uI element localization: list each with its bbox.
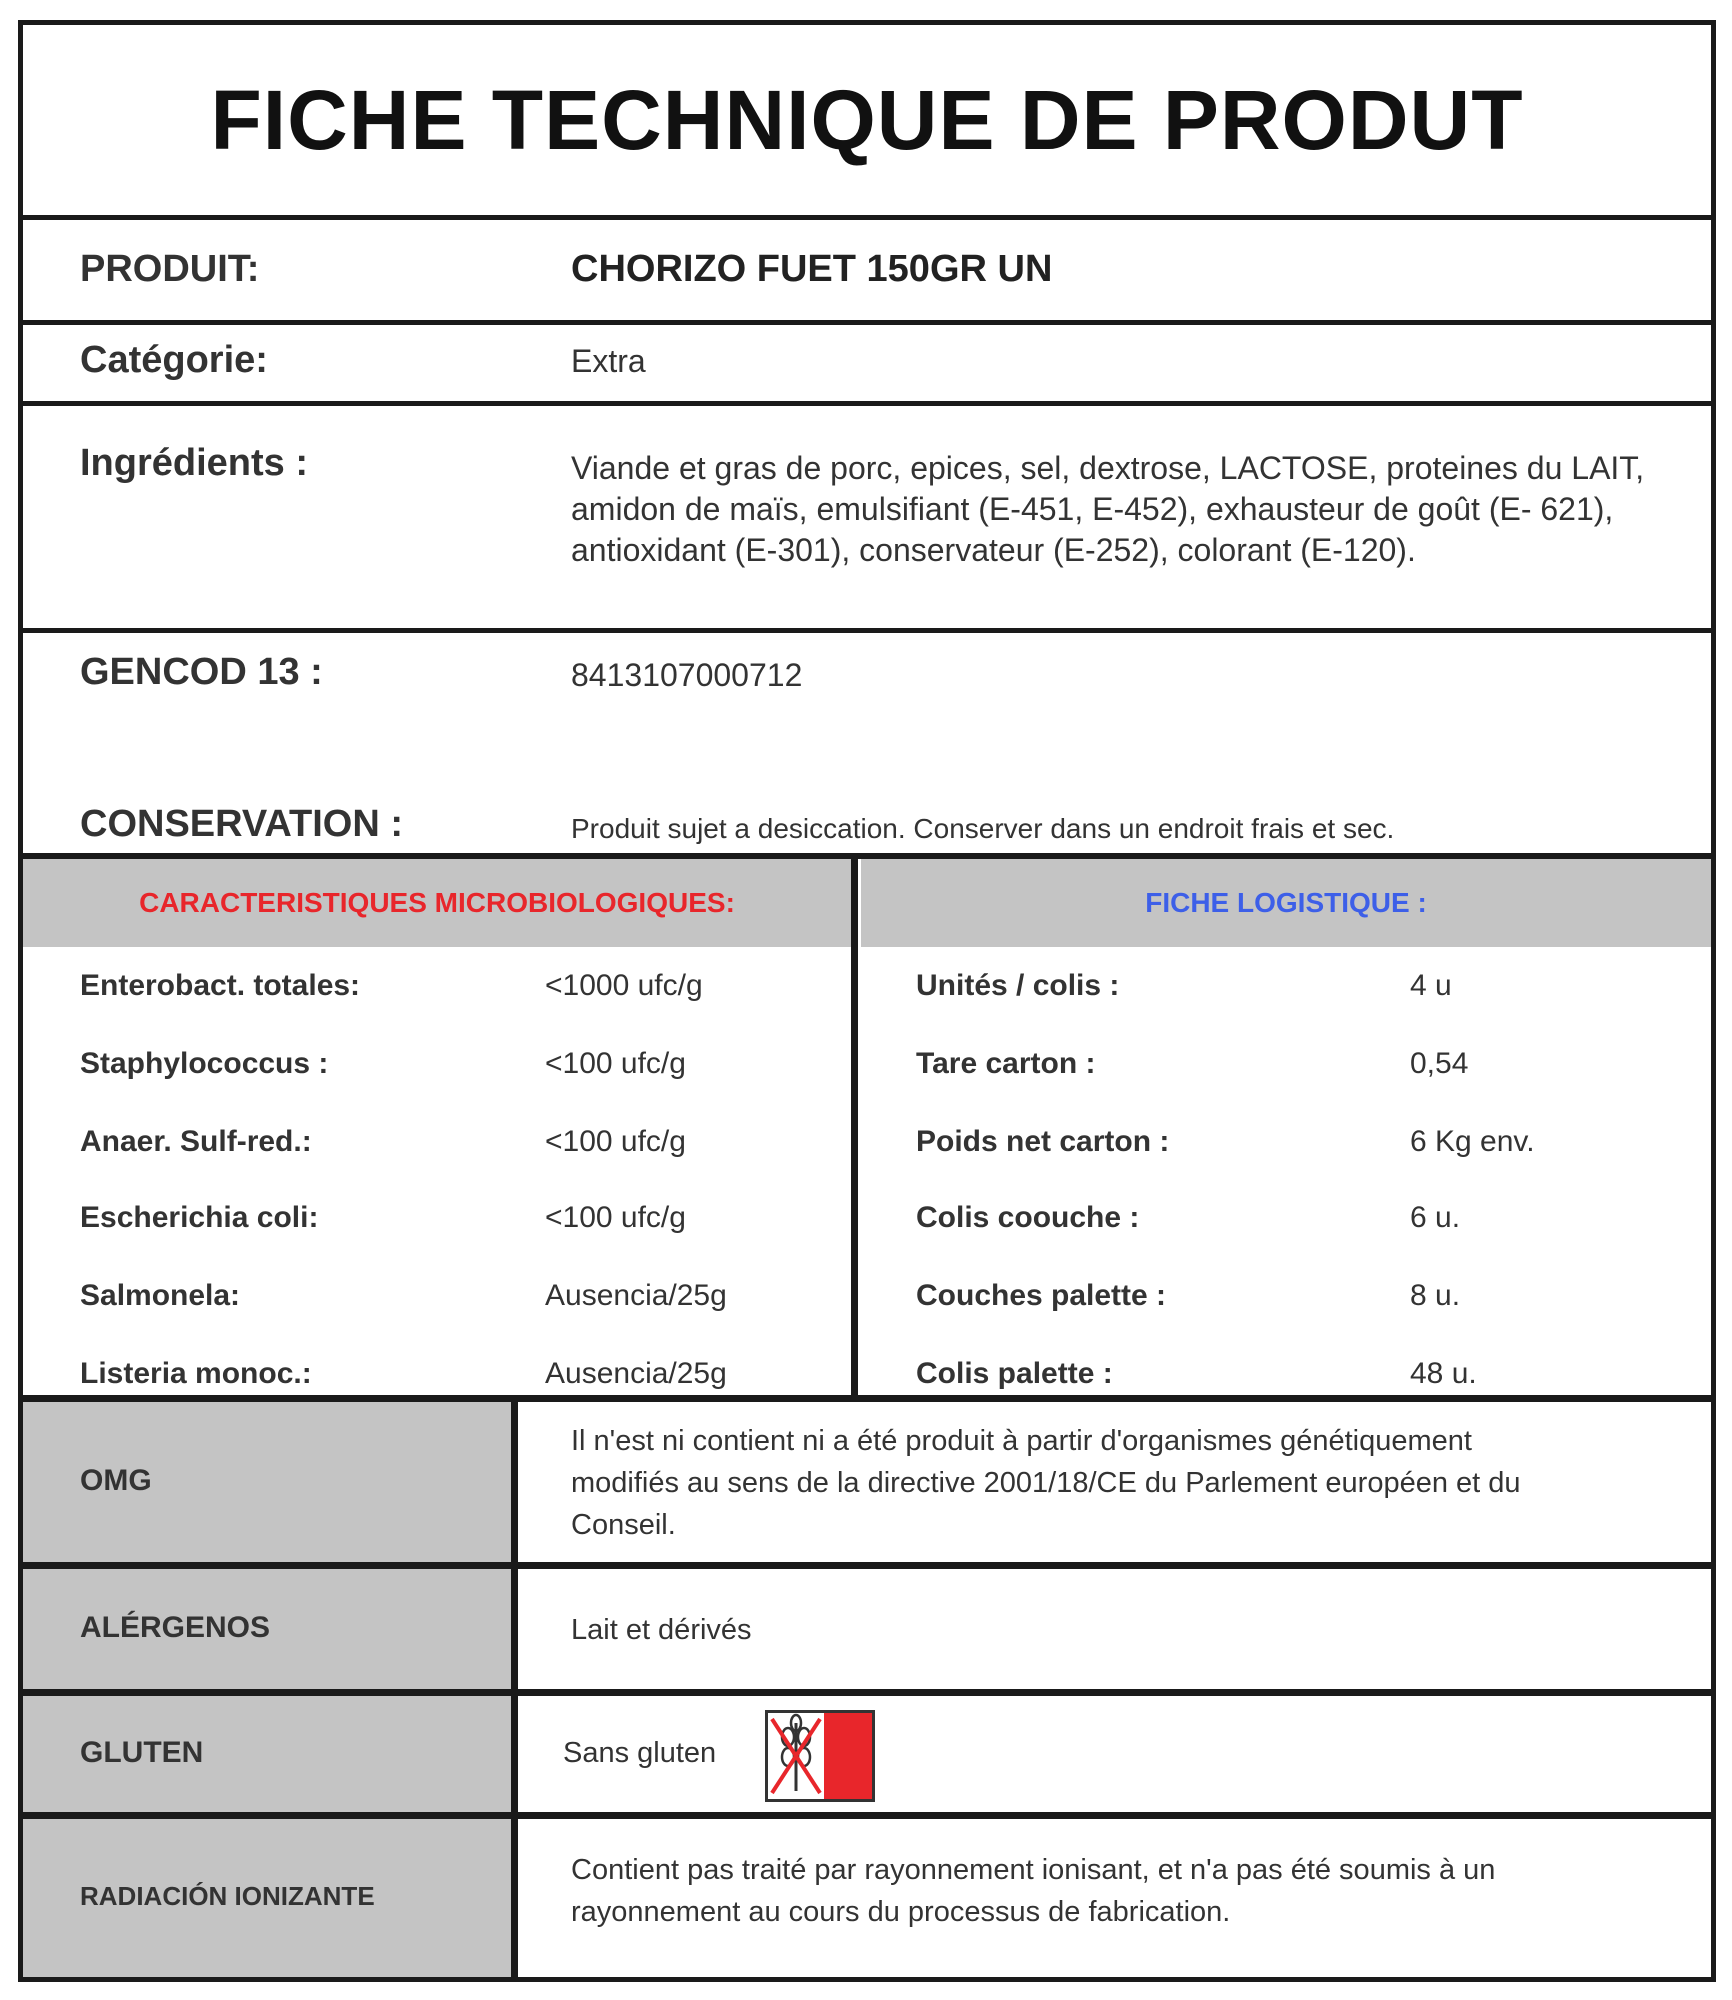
category-value: Extra [571,343,646,379]
gluten-label-cell [23,1696,511,1812]
logistics-label: Colis coouche : [916,1201,1140,1234]
micro-label: Enterobact. totales: [80,969,361,1002]
micro-label: Staphylococcus : [80,1047,329,1080]
radiation-label-cell [23,1819,511,1977]
conservation-value: Produit sujet a desiccation. Conserver dans un endroit frais et sec. [571,813,1395,844]
gluten-value: Sans gluten [563,1737,717,1769]
divider [23,1395,1711,1402]
omg-text [571,1420,1691,1546]
micro-label: Salmonela: [80,1279,241,1312]
micro-logistics-section [23,859,1711,1395]
gencod-value: 8413107000712 [571,657,803,693]
ingredients-line: amidon de maïs, emulsifiant (E-451, E-452), exhausteur de goût (E- 621), [571,491,1614,527]
radiation-text [571,1849,1691,1933]
column-divider [511,1696,518,1812]
logistics-label: Poids net carton : [916,1125,1170,1158]
divider [23,1689,1711,1696]
ingredients-line: Viande et gras de porc, epices, sel, dextrose, LACTOSE, proteines du LAIT, [571,450,1645,486]
ingredients-label: Ingrédients : [80,442,309,484]
divider [23,1562,1711,1569]
category-row [23,325,1711,401]
omg-label: OMG [80,1464,152,1497]
ingredients-row [23,406,1711,628]
logistics-value: 48 u. [1410,1357,1477,1390]
gluten-row [23,1696,1711,1812]
category-label: Catégorie: [80,339,268,381]
micro-value: Ausencia/25g [545,1357,727,1390]
conservation-label: CONSERVATION : [80,803,404,845]
product-label: PRODUIT: [80,248,260,290]
omg-line: Il n'est ni contient ni a été produit à partir d'organismes génétiquement [571,1425,1472,1457]
micro-value: <100 ufc/g [545,1125,686,1158]
gluten-free-icon [765,1710,875,1802]
radiation-line: rayonnement au cours du processus de fabrication. [571,1896,1231,1928]
radiation-row [23,1819,1711,1977]
column-divider [511,1819,518,1977]
logistics-value: 0,54 [1410,1047,1469,1080]
omg-line: Conseil. [571,1509,676,1541]
micro-value: <100 ufc/g [545,1201,686,1234]
column-divider [511,1569,518,1689]
micro-value: <100 ufc/g [545,1047,686,1080]
page-title: FICHE TECHNIQUE DE PRODUT [210,72,1524,167]
radiation-label: RADIACIÓN IONIZANTE [80,1881,375,1911]
omg-row [23,1402,1711,1562]
logistics-value: 4 u [1410,969,1452,1002]
micro-value: <1000 ufc/g [545,969,703,1002]
omg-line: modifiés au sens de la directive 2001/18/CE du Parlement européen et du [571,1467,1521,1499]
allergens-row [23,1569,1711,1689]
logistics-label: Tare carton : [916,1047,1096,1080]
micro-heading: CARACTERISTIQUES MICROBIOLOGIQUES: [139,887,735,918]
gluten-icon-red-panel [824,1713,872,1799]
ingredients-line: antioxidant (E-301), conservateur (E-252), colorant (E-120). [571,532,1416,568]
logistics-heading: FICHE LOGISTIQUE : [1145,887,1427,918]
allergens-label: ALÉRGENOS [80,1611,271,1644]
logistics-label: Couches palette : [916,1279,1167,1312]
wheat-crossed-icon [768,1713,824,1799]
omg-label-cell [23,1402,511,1562]
radiation-line: Contient pas traité par rayonnement ionisant, et n'a pas été soumis à un [571,1854,1496,1886]
logistics-value: 6 Kg env. [1410,1125,1535,1158]
logistics-label: Unités / colis : [916,969,1120,1002]
ingredients-text [571,448,1701,571]
allergens-value: Lait et dérivés [571,1614,752,1646]
divider [23,1812,1711,1819]
micro-label: Escherichia coli: [80,1201,319,1234]
logistics-value: 8 u. [1410,1279,1461,1312]
product-row [23,220,1711,320]
logistics-value: 6 u. [1410,1201,1461,1234]
gencod-conservation-row [23,633,1711,853]
column-divider [851,859,858,1395]
gencod-label: GENCOD 13 : [80,651,323,693]
micro-label: Listeria monoc.: [80,1357,312,1390]
gluten-label: GLUTEN [80,1736,204,1769]
column-divider [511,1402,518,1562]
micro-label: Anaer. Sulf-red.: [80,1125,312,1158]
product-value: CHORIZO FUET 150GR UN [571,248,1053,290]
micro-value: Ausencia/25g [545,1279,727,1312]
logistics-label: Colis palette : [916,1357,1113,1390]
allergens-label-cell [23,1569,511,1689]
product-sheet [18,20,1716,1982]
